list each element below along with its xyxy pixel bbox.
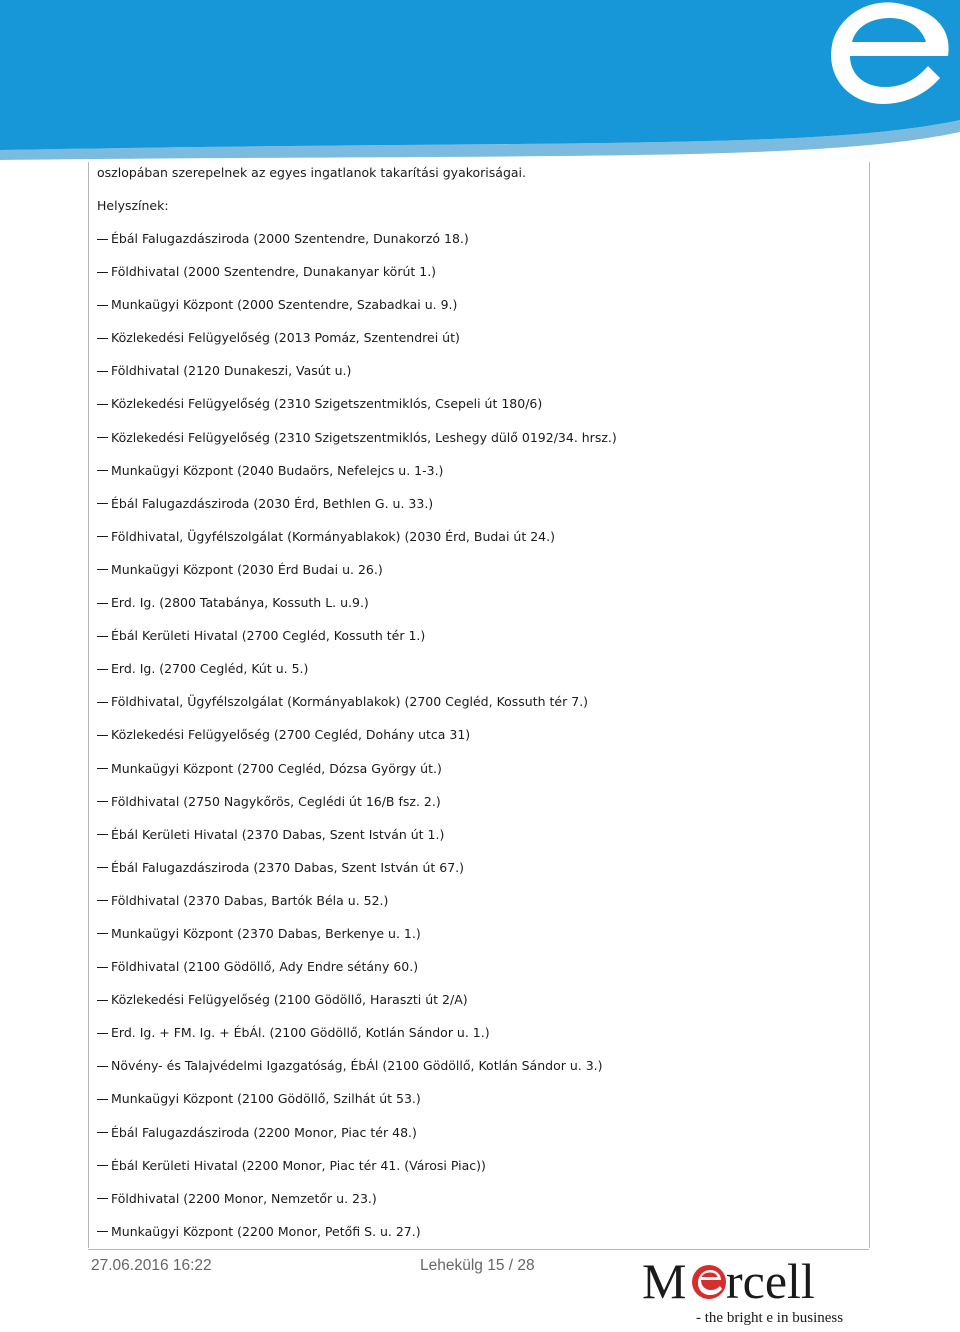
- location-text: Földhivatal (2000 Szentendre, Dunakanyar körút 1.): [111, 264, 437, 280]
- list-item: [97, 1090, 617, 1123]
- red-e-icon: [692, 1265, 726, 1299]
- dash-bullet-icon: [97, 305, 108, 306]
- dash-bullet-icon: [97, 404, 108, 405]
- dash-bullet-icon: [97, 470, 108, 471]
- dash-bullet-icon: [97, 1165, 108, 1166]
- footer-page-number: Lehekülg 15 / 28: [420, 1257, 535, 1274]
- dash-bullet-icon: [97, 801, 108, 802]
- location-text: Erd. Ig. + FM. Ig. + ÉbÁl. (2100 Gödöllő, Kotlán Sándor u. 1.): [111, 1025, 490, 1041]
- footer-divider: [88, 1249, 869, 1250]
- dash-bullet-icon: [97, 536, 108, 537]
- location-text: Közlekedési Felügyelőség (2100 Gödöllő, Haraszti út 2/A): [111, 992, 468, 1008]
- list-item: [97, 826, 617, 859]
- intro-text: oszlopában szerepelnek az egyes ingatlanok takarítási gyakoriságai.: [97, 165, 526, 180]
- location-text: Ébál Kerületi Hivatal (2200 Monor, Piac tér 41. (Városi Piac)): [111, 1157, 486, 1173]
- svg-text:rcell: rcell: [726, 1253, 815, 1309]
- list-item: [97, 1157, 617, 1190]
- dash-bullet-icon: [97, 1033, 108, 1034]
- list-item: [97, 462, 617, 495]
- dash-bullet-icon: [97, 371, 108, 372]
- list-item: [97, 892, 617, 925]
- location-text: Földhivatal (2100 Gödöllő, Ady Endre sétány 60.): [111, 959, 419, 975]
- svg-text:M: M: [642, 1253, 687, 1309]
- location-text: Ébál Falugazdásziroda (2200 Monor, Piac tér 48.): [111, 1124, 417, 1140]
- location-text: Munkaügyi Központ (2370 Dabas, Berkenye u. 1.): [111, 925, 421, 941]
- list-item: [97, 793, 617, 826]
- dash-bullet-icon: [97, 239, 108, 240]
- marcell-logo-graphic: [640, 1252, 870, 1328]
- list-item: [97, 1223, 617, 1256]
- dash-bullet-icon: [97, 1132, 108, 1133]
- list-item: [97, 263, 617, 296]
- dash-bullet-icon: [97, 636, 108, 637]
- dash-bullet-icon: [97, 338, 108, 339]
- location-text: Közlekedési Felügyelőség (2310 Szigetszentmiklós, Leshegy dülő 0192/34. hrsz.): [111, 429, 617, 445]
- location-text: Földhivatal (2200 Monor, Nemzetőr u. 23.): [111, 1190, 377, 1206]
- list-item: [97, 958, 617, 991]
- dash-bullet-icon: [97, 834, 108, 835]
- locations-heading: Helyszínek:: [97, 198, 169, 213]
- list-item: [97, 627, 617, 660]
- location-text: Földhivatal (2370 Dabas, Bartók Béla u. 52.): [111, 892, 389, 908]
- dash-bullet-icon: [97, 272, 108, 273]
- location-text: Növény- és Talajvédelmi Igazgatóság, ÉbÁl (2100 Gödöllő, Kotlán Sándor u. 3.): [111, 1058, 603, 1074]
- dash-bullet-icon: [97, 1066, 108, 1067]
- location-text: Munkaügyi Központ (2100 Gödöllő, Szilhát út 53.): [111, 1091, 421, 1107]
- location-text: Ébál Kerületi Hivatal (2370 Dabas, Szent István út 1.): [111, 826, 445, 842]
- location-text: Ébál Falugazdásziroda (2030 Érd, Bethlen G. u. 33.): [111, 495, 434, 511]
- locations-list: [97, 230, 617, 1256]
- dash-bullet-icon: [97, 437, 108, 438]
- location-text: Földhivatal, Ügyfélszolgálat (Kormányablakok) (2030 Érd, Budai út 24.): [111, 528, 555, 544]
- list-item: [97, 1024, 617, 1057]
- location-text: Munkaügyi Központ (2030 Érd Budai u. 26.): [111, 561, 383, 577]
- location-text: Munkaügyi Központ (2000 Szentendre, Szabadkai u. 9.): [111, 297, 458, 313]
- dash-bullet-icon: [97, 1198, 108, 1199]
- list-item: [97, 1057, 617, 1090]
- list-item: [97, 395, 617, 428]
- location-text: Munkaügyi Központ (2040 Budaörs, Nefelejcs u. 1-3.): [111, 462, 444, 478]
- dash-bullet-icon: [97, 900, 108, 901]
- location-text: Földhivatal (2750 Nagykőrös, Ceglédi út 16/B fsz. 2.): [111, 793, 441, 809]
- marcell-logo: [640, 1252, 870, 1332]
- list-item: [97, 495, 617, 528]
- dash-bullet-icon: [97, 1000, 108, 1001]
- list-item: [97, 925, 617, 958]
- footer-date: 27.06.2016 16:22: [91, 1257, 212, 1274]
- dash-bullet-icon: [97, 735, 108, 736]
- list-item: [97, 329, 617, 362]
- header-background: [0, 0, 960, 160]
- dash-bullet-icon: [97, 669, 108, 670]
- list-item: [97, 528, 617, 561]
- location-text: Erd. Ig. (2700 Cegléd, Kút u. 5.): [111, 661, 309, 677]
- dash-bullet-icon: [97, 967, 108, 968]
- location-text: Munkaügyi Központ (2200 Monor, Petőfi S. u. 27.): [111, 1223, 421, 1239]
- footer-tagline: - the bright e in business: [696, 1310, 844, 1326]
- location-text: Ébál Kerületi Hivatal (2700 Cegléd, Kossuth tér 1.): [111, 628, 426, 644]
- location-text: Közlekedési Felügyelőség (2700 Cegléd, Dohány utca 31): [111, 727, 471, 743]
- dash-bullet-icon: [97, 1231, 108, 1232]
- list-item: [97, 429, 617, 462]
- location-text: Közlekedési Felügyelőség (2310 Szigetszentmiklós, Csepeli út 180/6): [111, 396, 543, 412]
- list-item: [97, 760, 617, 793]
- list-item: [97, 296, 617, 329]
- dash-bullet-icon: [97, 933, 108, 934]
- dash-bullet-icon: [97, 768, 108, 769]
- list-item: [97, 1190, 617, 1223]
- list-item: [97, 660, 617, 693]
- list-item: [97, 859, 617, 892]
- dash-bullet-icon: [97, 569, 108, 570]
- dash-bullet-icon: [97, 603, 108, 604]
- location-text: Ébál Falugazdásziroda (2000 Szentendre, Dunakorzó 18.): [111, 231, 469, 246]
- list-item: [97, 726, 617, 759]
- list-item: [97, 594, 617, 627]
- list-item: [97, 991, 617, 1024]
- dash-bullet-icon: [97, 503, 108, 504]
- location-text: Erd. Ig. (2800 Tatabánya, Kossuth L. u.9.): [111, 595, 369, 611]
- list-item: [97, 693, 617, 726]
- dash-bullet-icon: [97, 1099, 108, 1100]
- dash-bullet-icon: [97, 867, 108, 868]
- list-item: [97, 1124, 617, 1157]
- location-text: Munkaügyi Központ (2700 Cegléd, Dózsa György út.): [111, 760, 442, 776]
- list-item: [97, 230, 617, 263]
- list-item: [97, 362, 617, 395]
- header-band: [0, 0, 960, 160]
- dash-bullet-icon: [97, 702, 108, 703]
- location-text: Közlekedési Felügyelőség (2013 Pomáz, Szentendrei út): [111, 330, 460, 346]
- location-text: Földhivatal (2120 Dunakeszi, Vasút u.): [111, 363, 352, 379]
- location-text: Ébál Falugazdásziroda (2370 Dabas, Szent István út 67.): [111, 859, 465, 875]
- list-item: [97, 561, 617, 594]
- location-text: Földhivatal, Ügyfélszolgálat (Kormányablakok) (2700 Cegléd, Kossuth tér 7.): [111, 694, 589, 710]
